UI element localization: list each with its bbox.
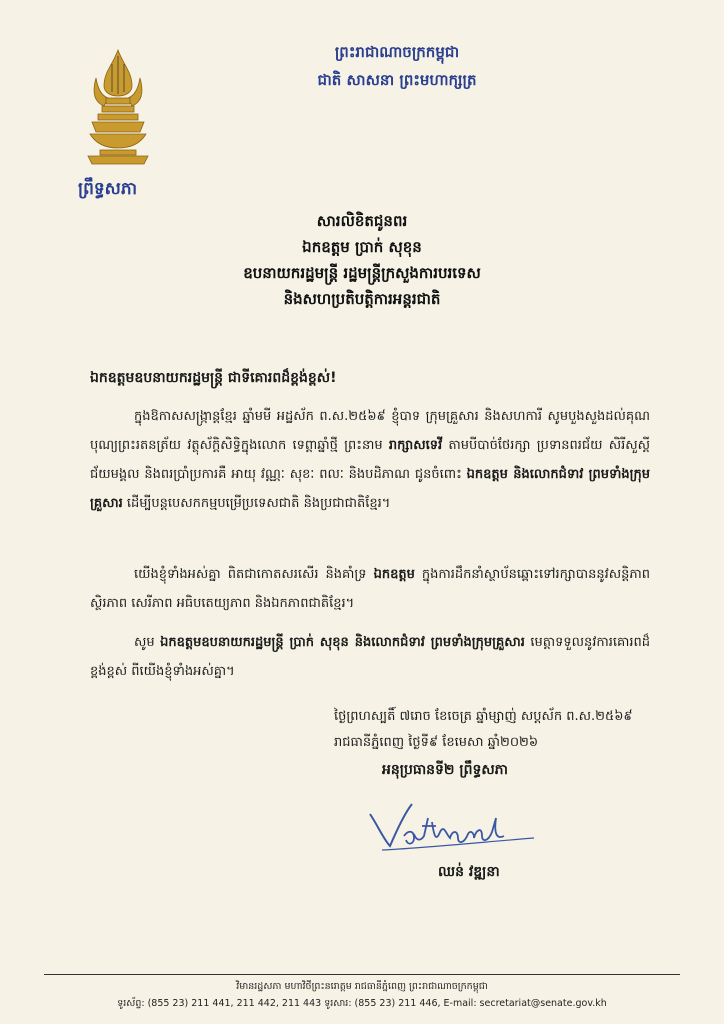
paragraph-1-text-c: តាមបីបាច់ថែរក្សា ប្រទានពរជ័យ សិរីសួស្តី ជ័យមង្គល និងពរប្រាំប្រការគឺ អាយុ វណ្ណៈ សុខៈ ពលៈ និងបដិភាណ ជូនចំពោះ <box>90 438 650 482</box>
footer <box>0 978 724 1012</box>
paragraph-1-recipients: ឯកឧត្តម និងលោកជំទាវ ព្រមទាំងក្រុមគ្រួសារ <box>90 467 650 511</box>
recipient-name: ឯកឧត្តម ប្រាក់ សុខុន <box>302 238 422 256</box>
letter-title-block <box>0 208 724 312</box>
recipient-position-line-1: ឧបនាយករដ្ឋមន្ត្រី រដ្ឋមន្ត្រីក្រសួងការបរទេស <box>243 264 481 282</box>
paragraph-2-text-a: យើងខ្ញុំទាំងអស់គ្នា ពិតជាកោតសរសើរ និងគាំទ្រ <box>134 567 367 582</box>
paragraph-1-deity-name: រាក្សាសទេវី <box>388 438 443 453</box>
paragraph-3-text-a: សូម <box>134 635 155 650</box>
closing-dates <box>334 704 654 756</box>
paragraph-1-text-a: ក្នុងឱកាសសង្ក្រាន្តខ្មែរ ឆ្នាំមមី អដ្ឋស័ក ព.ស.២៥៦៩ ខ្ញុំបាទ ក្រុមគ្រួសារ និងសហការី សូមបួងសួងដល់គុណបុណ្យព្រះរតនត្រ័យ វត្ថុស័ក្តិសិទ្ធិក្នុងលោក ទេព្តាឆ្នាំថ្មី ព្រះនាម <box>90 409 650 453</box>
paragraph-2-recipient: ឯកឧត្តម <box>373 567 415 582</box>
letter-title: សារលិខិតជូនពរ <box>316 212 408 230</box>
paragraph-2-text-c: ក្នុងការដឹកនាំស្ថាប័នឆ្ពោះទៅរក្សាបាននូវសន្តិភាព ស្ថិរភាព សេរីភាព អធិបតេយ្យភាព និងឯកភាពជាតិខ្មែរ។ <box>90 567 650 611</box>
footer-address: វិមានរដ្ឋសភា មហាវិថីព្រះនរោត្តម រាជធានីភ្នំពេញ ព្រះរាជាណាចក្រកម្ពុជា <box>236 981 488 992</box>
solar-date: រាជធានីភ្នំពេញ ថ្ងៃទី៩ ខែមេសា ឆ្នាំ២០២៦ <box>334 735 539 750</box>
handwritten-signature <box>364 796 544 856</box>
recipient-position-line-2: និងសហប្រតិបត្តិការអន្តរជាតិ <box>283 290 441 308</box>
footer-contact: ទូរស័ព្ទ: (855 23) 211 441, 211 442, 211 443 ទូរសារ: (855 23) 211 446, E-mail: secretariat@senate.gov.kh <box>117 998 607 1009</box>
signer-name: ឈន់ វឌ្ឍនា <box>438 864 500 880</box>
paragraph-2 <box>90 560 650 618</box>
paragraph-3 <box>90 628 650 686</box>
paragraph-1-text-e: ដើម្បីបន្តបេសកកម្មបម្រើប្រទេសជាតិ និងប្រជាជាតិខ្មែរ។ <box>126 496 391 511</box>
signer-position: អនុប្រធានទី២ ព្រឹទ្ធសភា <box>382 762 509 778</box>
royal-emblem-icon <box>82 48 154 166</box>
kingdom-name: ព្រះរាជាណាចក្រកម្ពុជា <box>334 43 460 61</box>
salutation: ឯកឧត្តមឧបនាយករដ្ឋមន្ត្រី ជាទីគោរពដ៏ខ្ពង់ខ្ពស់! <box>90 370 337 386</box>
paragraph-1 <box>90 402 650 518</box>
lunar-date: ថ្ងៃព្រហស្បតិ៍ ៧រោច ខែចេត្រ ឆ្នាំម្សាញ់ សប្តស័ក ព.ស.២៥៦៩ <box>334 709 633 724</box>
national-motto: ជាតិ សាសនា ព្រះមហាក្សត្រ <box>317 71 477 89</box>
footer-divider <box>44 974 680 975</box>
letterhead-header <box>272 38 522 94</box>
institution-label: ព្រឹទ្ធសភា <box>78 179 138 199</box>
paragraph-3-recipients: ឯកឧត្តមឧបនាយករដ្ឋមន្ត្រី ប្រាក់ សុខុន និងលោកជំទាវ ព្រមទាំងក្រុមគ្រួសារ <box>160 635 525 650</box>
paragraph-3-text-c: មេត្តាទទួលនូវការគោរពដ៏ខ្ពង់ខ្ពស់ ពីយើងខ្ញុំទាំងអស់គ្នា។ <box>90 635 651 679</box>
